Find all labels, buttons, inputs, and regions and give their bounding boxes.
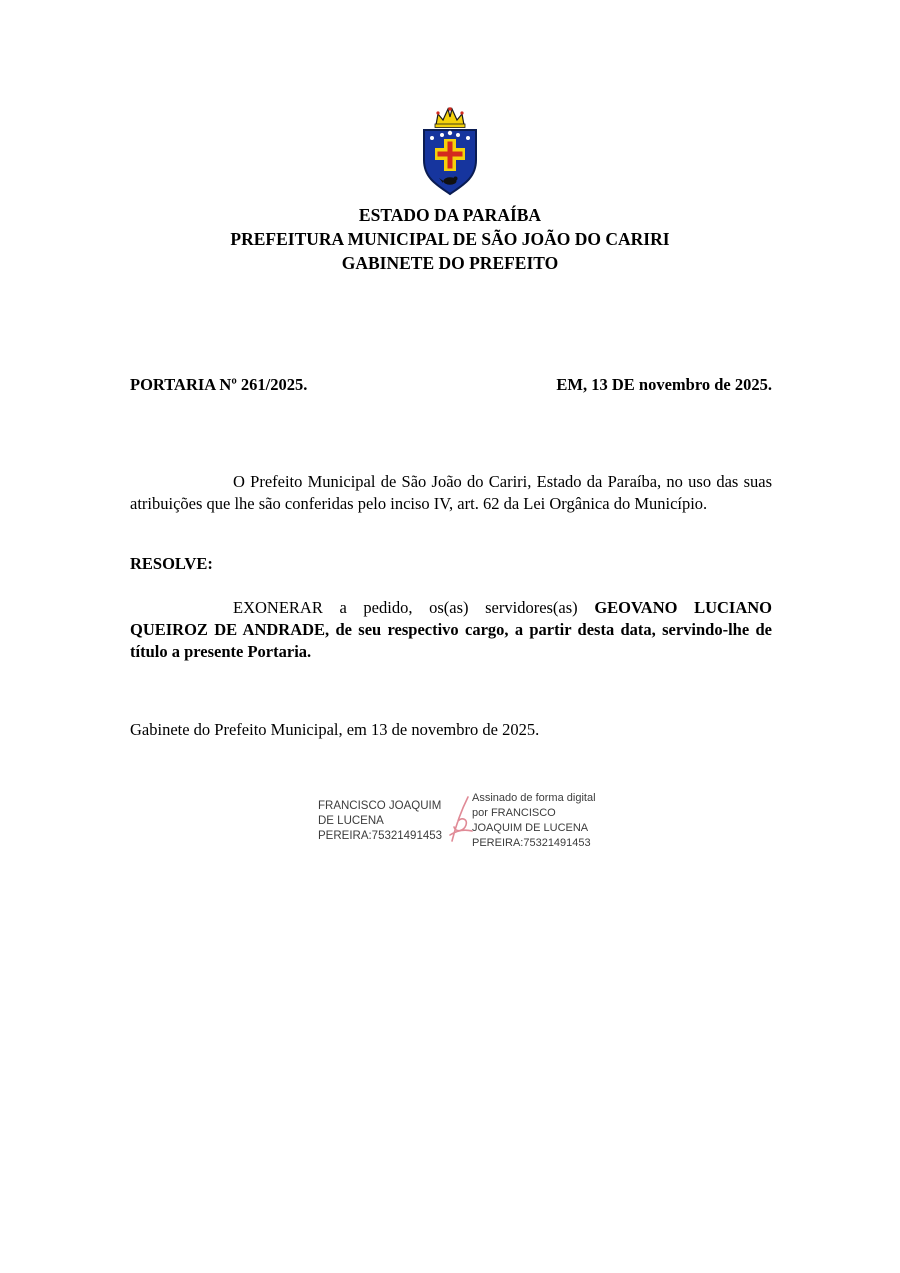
exonerar-text-normal: EXONERAR a pedido, os(as) servidores(as)	[233, 598, 595, 617]
header-municipality: PREFEITURA MUNICIPAL DE SÃO JOÃO DO CARIRI	[230, 229, 670, 249]
meta-row	[130, 375, 772, 395]
digital-signature-block	[318, 789, 772, 854]
resolve-label: RESOLVE:	[130, 554, 213, 573]
document-header	[0, 203, 900, 275]
preamble-paragraph: O Prefeito Municipal de São João do Cariri, Estado da Paraíba, no uso das suas atribuições que lhe são conferidas pelo inciso IV, art. 62 da Lei Orgânica do Município.	[130, 472, 772, 513]
exonerar-paragraph	[130, 597, 772, 663]
coat-of-arms-icon	[415, 105, 485, 197]
header-office: GABINETE DO PREFEITO	[341, 253, 559, 273]
signature-scribble-icon	[444, 791, 478, 856]
signer-name: FRANCISCO JOAQUIM DE LUCENA PEREIRA:75321491453	[318, 800, 443, 842]
document-content	[130, 375, 772, 854]
signature-statement: Assinado de forma digital por FRANCISCO JOAQUIM DE LUCENA PEREIRA:75321491453	[472, 792, 596, 849]
portaria-date: EM, 13 DE novembro de 2025.	[556, 375, 772, 394]
exonerar-text-bold: GEOVANO LUCIANO QUEIROZ DE ANDRADE, de seu respectivo cargo, a partir desta data, servindo-lhe de título a presente Portaria.	[130, 598, 772, 661]
header-state: ESTADO DA PARAÍBA	[358, 205, 542, 225]
coat-of-arms	[415, 105, 485, 197]
portaria-number: PORTARIA Nº 261/2025.	[130, 375, 308, 394]
closing-line: Gabinete do Prefeito Municipal, em 13 de novembro de 2025.	[130, 720, 540, 739]
